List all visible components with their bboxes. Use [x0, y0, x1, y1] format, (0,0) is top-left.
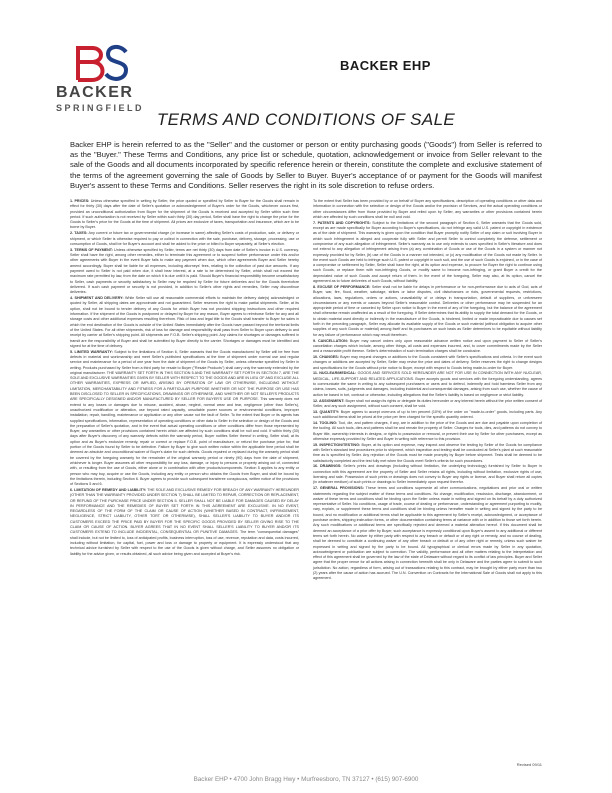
terms-section: 2. TAXES: Any current or future tax or governmental charge (or increase in same) affecting Seller's costs of production, sale, or delivery or shipment, or which Seller is otherwise required to pay or collect in connection with the sale, purchase, delivery, storage, processing, use or consumption of Goods, shall be for Buyer's account and shall be added to the price or billed to Buyer separately, at Seller's election.	[70, 231, 299, 246]
terms-left-column	[70, 199, 299, 557]
section-heading: 7. PATENTS AND COPYRIGHTS:	[313, 220, 371, 225]
section-heading: 1. PRICES:	[70, 199, 90, 203]
terms-section: 7. PATENTS AND COPYRIGHTS: Subject to the limitations of the second paragraph of Section 6, Seller warrants that the Goods sold, except as are made specifically for Buyer according to Buyer's specifications, do not infringe any valid U.S. patent or copyright in existence as of the date of shipment. This warranty is given upon the condition that Buyer promptly notify Seller of any claim or suit involving Buyer in which such infringement is alleged and cooperate fully with Seller and permit Seller to control completely the defense, settlement or compromise of any such allegation of infringement. Seller's warranty as to use only extends to uses specified in Seller's literature and does not extend to any allegation of infringement arising from (a) any combination of Goods or use of the Goods in a system or manner not expressly provided for by Seller, (b) use of the Goods in a manner not intended, or (c) any modification of the Goods not made by Seller. In the event such Goods are held to infringe such U.S. patent or copyright in such suit, and the use of such Goods is enjoined, or in the case of a compromise or settlement by Seller, Seller shall have the right, at its option and expense, to procure for Buyer the right to continue using such Goods, or replace them with non-infringing Goods, or modify same to become non-infringing, or grant Buyer a credit for the depreciated value of such Goods and accept return of them. In the event of the foregoing, Seller may also, at its option, cancel the agreement as to future deliveries of such Goods, without liability.	[313, 220, 542, 284]
terms-right-column	[313, 199, 542, 582]
section-heading: 5. LIMITED WARRANTY:	[70, 349, 113, 354]
terms-section: 15. INSPECTION/TESTING: Buyer, at its option and expense, may inspect and observe the testing by Seller of the Goods for compliance with Seller's standard test procedures prior to shipment, which inspection and testing shall be conducted at Seller's plant at such reasonable time as is specified by Seller. Any rejection of the Goods must be made promptly by Buyer before shipment. Tests shall be deemed to be satisfactorily completed and the test fully met when the Goods meet Seller's criteria for such procedures.	[313, 442, 542, 463]
terms-section: 3. TERMS OF PAYMENT: Unless otherwise specified by Seller, terms are net thirty (30) days from date of Seller's invoice in U.S. currency. Seller shall have the right, among other remedies, either to terminate this agreement or to suspend further performance under this and/or other agreements with Buyer in the event Buyer fails to make any payment when due, which other agreements Buyer and Seller hereby amend accordingly. Buyer shall be liable for all expenses, including attorneys' fees, relating to the collection of past due amounts. If any payment owed to Seller is not paid when due, it shall bear interest, at a rate to be determined by Seller, which shall not exceed the maximum rate permitted by law, from the date on which it is due until it is paid. Should Buyer's financial responsibility become unsatisfactory to Seller, cash payments or security satisfactory to Seller may be required by Seller for future deliveries and for the Goods theretofore delivered. If such cash payment or security is not provided, in addition to Seller's other rights and remedies, Seller may discontinue deliveries.	[70, 247, 299, 295]
company-name: BACKER EHP	[340, 58, 431, 73]
section-heading: 6. LIMITATION OF REMEDY AND LIABILITY:	[70, 488, 147, 492]
terms-section: 13. QUANTITY: Buyer agrees to accept overruns of up to ten percent (10%) of the order on "made-to-order" goods, including parts. Any such additional items shall be priced at the price per item charged for the specific quantity ordered.	[313, 409, 543, 420]
intro-paragraph: Backer EHP is herein referred to as the "Seller" and the customer or person or entity purchasing goods ("Goods") from Seller is referred to as the "Buyer." These Terms and Conditions, any price list or schedule, quotation, acknowledgement or invoice from Seller relevant to the sale of the Goods and all documents incorporated by specific reference herein or therein, constitute the complete and exclusive statement of the terms of the agreement governing the sale of Goods by Seller to Buyer. Buyer's acceptance of or payment for the Goods will manifest Buyer's assent to these Terms and Conditions. Seller reserves the right in its sole discretion to refuse orders.	[70, 140, 542, 190]
logo-text-springfield: SPRINGFIELD	[56, 103, 145, 113]
section-heading: 14. TOOLING:	[313, 420, 338, 425]
terms-section: 11. NUCLEAR/MEDICAL: GOODS AND SERVICES SOLD HEREUNDER ARE NOT FOR USE IN CONNECTION WITH ANY NUCLEAR, MEDICAL, LIFE-SUPPORT AND RELATED APPLICATIONS. Buyer accepts goods and services with the foregoing understanding, agrees to communicate the same in writing to any subsequent purchasers or users and to defend, indemnify and hold harmless Seller from any claims, losses, suits, judgments and damages, including incidental and consequential damages, arising from such use, whether the cause of action be based in tort, contract or otherwise, including allegations that the Seller's liability is based on negligence or strict liability.	[313, 371, 542, 397]
section-heading: 17. GENERAL PROVISIONS:	[313, 486, 364, 491]
section-heading: 12. ASSIGNMENT:	[313, 398, 345, 403]
backer-springfield-logo	[56, 42, 166, 120]
page-footer: Backer EHP • 4700 John Bragg Hwy • Murfreesboro, TN 37127 • (615) 907-6900	[193, 776, 419, 783]
section-heading: 4. SHIPMENT AND DELIVERY:	[70, 296, 124, 301]
terms-section: To the extent that Seller has been provided by or on behalf of Buyer any specifications, description of operating conditions or other data and information in connection with the selection or design of the Goods and/or the provision of Services, and the actual operating conditions or other circumstances differ from those provided by Buyer and relied upon by Seller, any warranties or other provisions contained herein which are affected by such conditions shall be null and void.	[313, 199, 542, 219]
terms-section: 14. TOOLING: Tool, die, and pattern charges, if any, are in addition to the price of the Goods and are due and payable upon completion of the tooling. All such tools, dies and patterns shall be and remain the property of Seller. Charges for tools, dies, and patterns do not convey to Buyer title, ownership interests in designs, or rights to possession or removal, or prevent their use by Seller for other purchasers, except as otherwise expressly provided by Seller and Buyer in writing with reference to this provision.	[313, 420, 543, 441]
section-heading: 13. QUANTITY:	[313, 409, 340, 414]
section-heading: 2. TAXES:	[70, 231, 88, 236]
section-heading: 10. CHANGES:	[313, 354, 339, 359]
section-heading: 11. NUCLEAR/MEDICAL:	[313, 371, 357, 376]
terms-section: 17. GENERAL PROVISIONS: These terms and conditions supersede all other communications, negotiations and prior oral or written statements regarding the subject matter of these terms and conditions. No change, modification, rescission, discharge, abandonment, or waiver of these terms and conditions shall be binding upon the Seller unless made in writing and signed on its behalf by a duly authorized representative of Seller. No conditions, usage of trade, course of dealing or performance, understanding or agreement purporting to modify, vary, explain, or supplement these terms and conditions shall be binding unless hereafter made in writing and signed by the party to be bound, and no modification or additional terms shall be applicable to this agreement by Seller's receipt, acknowledgment, or acceptance of purchase orders, shipping instruction forms, or other documentation containing terms at variance with or in addition to those set forth herein. Any such modifications or additional terms are specifically rejected and deemed a material alteration hereof. If this document shall be deemed an acceptance of a prior offer by Buyer, such acceptance is expressly conditional upon Buyer's assent to any additional or different terms set forth herein. No waiver by either party with respect to any breach or default or of any right or remedy, and no course of dealing, shall be deemed to constitute a continuing waiver of any other breach or default or of any other right or remedy, unless such waiver be expressed in writing and signed by the party to be bound. All typographical or clerical errors made by Seller in any quotation, acknowledgment or publication are subject to correction. The validity, performance and all other matters relating to the interpretation and effect of this agreement shall be governed by the law of the state of Delaware without regard to its conflict of law principles. Buyer and Seller agree that the proper venue for all actions arising in connection herewith shall be only in Delaware and the parties agree to submit to such jurisdiction. No action, regardless of form, arising out of transactions relating to this contract, may be brought by either party more than two (2) years after the cause of action has accrued. The U.N. Convention on Contracts for the International Sale of Goods shall not apply to this agreement.	[313, 486, 543, 581]
logo-text-backer: BACKER	[56, 84, 134, 101]
terms-section: 6. LIMITATION OF REMEDY AND LIABILITY: THE SOLE AND EXCLUSIVE REMEDY FOR BREACH OF ANY WARRANTY HEREUNDER (OTHER THAN THE WARRANTY PROVIDED UNDER SECTION 7) SHALL BE LIMITED TO REPAIR, CORRECTION OR REPLACEMENT, OR REFUND OF THE PURCHASE PRICE UNDER SECTION 5. SELLER SHALL NOT BE LIABLE FOR DAMAGES CAUSED BY DELAY IN PERFORMANCE AND THE REMEDIES OF BUYER SET FORTH IN THIS AGREEMENT ARE EXCLUSIVE. IN NO EVENT, REGARDLESS OF THE FORM OF THE CLAIM OR CAUSE OF ACTION (WHETHER BASED IN CONTRACT, INFRINGEMENT, NEGLIGENCE, STRICT LIABILITY, OTHER TORT OR OTHERWISE), SHALL SELLER'S LIABILITY TO BUYER AND/OR ITS CUSTOMERS EXCEED THE PRICE PAID BY BUYER FOR THE SPECIFIC GOODS PROVIDED BY SELLER GIVING RISE TO THE CLAIM OR CAUSE OF ACTION. BUYER AGREES THAT IN NO EVENT SHALL SELLER'S LIABILITY TO BUYER AND/OR ITS CUSTOMERS EXTEND TO INCLUDE INCIDENTAL, CONSEQUENTIAL OR PUNITIVE DAMAGES. The term "consequential damages" shall include, but not be limited to, loss of anticipated profits, business interruption, loss of use, revenue, reputation and data, costs incurred, including without limitation, for capital, fuel, power and loss or damage to property or equipment. It is expressly understood that any technical advice furnished by Seller with respect to the use of the Goods is given without charge, and Seller assumes no obligation or liability for the advice given, or results obtained, all such advice being given and accepted at Buyer's risk.	[70, 488, 299, 556]
revision-note: Revised 09/11	[516, 762, 542, 767]
section-heading: 9. CANCELLATION:	[313, 338, 349, 343]
document-title: TERMS AND CONDITIONS OF SALE	[156, 110, 456, 129]
terms-section: 16. DRAWINGS: Seller's prints and drawings (including without limitation, the underlying technology) furnished by Seller to Buyer in connection with this agreement are the property of Seller and Seller retains all rights, including without limitation, exclusive rights of use, licensing and sale. Possession of such prints or drawings does not convey to Buyer any rights or license, and Buyer shall return all copies (in whatever medium) of such prints or drawings to Seller immediately upon request therefor.	[313, 464, 542, 485]
logo-mark-icon	[74, 42, 130, 82]
section-heading: 15. INSPECTION/TESTING:	[313, 442, 361, 447]
section-heading: 3. TERMS OF PAYMENT:	[70, 247, 113, 252]
terms-section: 4. SHIPMENT AND DELIVERY: While Seller will use all reasonable commercial efforts to maintain the delivery date(s) acknowledged or quoted by Seller, all shipping dates are approximate and not guaranteed. Seller reserves the right to make partial shipments. Seller, at its option, shall not be bound to tender delivery of any Goods for which Buyer has not provided shipping instructions and other required information. If the shipment of the Goods is postponed or delayed by Buyer for any reason, Buyer agrees to reimburse Seller for any and all storage costs and other additional expenses resulting therefrom. Risk of loss and legal title to the Goods shall transfer to Buyer for sales in which the end destination of the Goods is outside of the United States immediately after the Goods have passed beyond the territorial limits of the United States. For all other shipments, risk of loss for damage and responsibility shall pass from Seller to Buyer upon delivery to and receipt by carrier at Seller's shipping point. All shipments are F.O.B. Seller's shipping point. Any claims for shortages or damages suffered in transit are the responsibility of Buyer and shall be submitted by Buyer directly to the carrier. Shortages or damages must be identified and signed for at the time of delivery.	[70, 296, 299, 348]
terms-section: 10. CHANGES: Buyer may request changes or additions to the Goods consistent with Seller's specifications and criteria. In the event such changes or additions are accepted by Seller, Seller may revise the price and dates of delivery. Seller reserves the right to change designs and specifications for the Goods without prior notice to Buyer, except with respect to Goods being made-to-order for Buyer.	[313, 354, 542, 370]
section-heading: 16. DRAWINGS:	[313, 464, 342, 469]
terms-section: 1. PRICES: Unless otherwise specified in writing by Seller, the price quoted or specified by Seller to Buyer for the Goods shall remain in effect for thirty (30) days after the date of Seller's quotation or acknowledgement of Buyer's order for the Goods, whichever occurs first, provided an unconditional authorization from Buyer for the shipment of the Goods is received and accepted by Seller within such time period. If such authorization is not received by Seller within such thirty (30) day period, Seller shall have the right to change the price for the Goods to Seller's price for the Goods at the time of shipment. All prices are exclusive of taxes, transportation and insurance, which are to be borne by Buyer.	[70, 199, 300, 230]
terms-section: 5. LIMITED WARRANTY: Subject to the limitations of Section 6, Seller warrants that the Goods manufactured by Seller will be free from defects in material and workmanship and meet Seller's published specifications at the time of shipment under normal use and regular service and maintenance for a period of one year from the date of shipment of the Goods by Seller, unless otherwise specified by Seller in writing. Products purchased by Seller from a third party for resale to Buyer ("Resale Products") shall carry only the warranty extended by the original manufacturer. THE WARRANTY SET FORTH IN THIS SECTION 5 AND THE WARRANTY SET FORTH IN SECTION 7, ARE THE SOLE AND EXCLUSIVE WARRANTIES GIVEN BY SELLER WITH RESPECT TO THE GOODS AND ARE IN LIEU OF AND EXCLUDE ALL OTHER WARRANTIES, EXPRESS OR IMPLIED, ARISING BY OPERATION OF LAW OR OTHERWISE, INCLUDING WITHOUT LIMITATION, MERCHANTABILITY AND FITNESS FOR A PARTICULAR PURPOSE WHETHER OR NOT THE PURPOSE OR USE HAS BEEN DISCLOSED TO SELLER IN SPECIFICATIONS, DRAWINGS OR OTHERWISE, AND WHETHER OR NOT SELLER'S PRODUCTS ARE SPECIFICALLY DESIGNED AND/OR MANUFACTURED BY SELLER FOR BUYER'S USE OR PURPOSE. This warranty does not extend to any losses or damages due to misuse, accident, abuse, neglect, normal wear and tear, negligence (other than Seller's), unauthorized modification or alteration, use beyond rated capacity, unsuitable power sources or environmental conditions, improper installation, repair, handling, maintenance or application or any other cause not the fault of Seller. To the extent that Buyer or its agents has supplied specifications, information, representation of operating conditions or other data to Seller in the selection or design of the Goods and the preparation of Seller's quotation, and in the event that actual operating conditions or other conditions differ from those represented by Buyer, any warranties or other provisions contained herein which are affected by such conditions shall be null and void. If within thirty (30) days after Buyer's discovery of any warranty defects within the warranty period, Buyer notifies Seller thereof in writing, Seller shall, at its option and as Buyer's exclusive remedy, repair or correct or replace F.O.B. point of manufacture, or refund the purchase price for, that portion of the Goods found by Seller to be defective. Failure by Buyer to give such written notice within the applicable time period shall be deemed an absolute and unconditional waiver of Buyer's claim for such defects. Goods repaired or replaced during the warranty period shall be covered by the foregoing warranty for the remainder of the original warranty period or ninety (90) days from the date of shipment, whichever is longer. Buyer assumes all other responsibility for any loss, damage, or injury to persons or property arising out of, connected with, or resulting from the use of Goods, either alone or in combination with other products/components. Section 5 applies to any entity or person who may buy, acquire or use the Goods, including any entity or person who obtains the Goods from Buyer, and shall be bound by the limitations therein, including Section 6. Buyer agrees to provide such subsequent transferee conspicuous, written notice of the provisions of Sections 5 and 6.	[70, 349, 299, 487]
terms-section: 12. ASSIGNMENT: Buyer shall not assign its rights or delegate its duties hereunder or any interest herein without the prior written consent of Seller, and any such assignment, without such consent, shall be void.	[313, 398, 543, 408]
section-heading: 8. EXCUSE OF PERFORMANCE:	[313, 284, 371, 289]
terms-section: 9. CANCELLATION: Buyer may cancel orders only upon reasonable advance written notice and upon payment to Seller of Seller's cancellation charges which include, among other things, all costs and expenses incurred, and, to cover commitments made by the Seller and a reasonable profit thereon. Seller's determination of such termination charges shall be conclusive.	[313, 338, 542, 354]
terms-section: 8. EXCUSE OF PERFORMANCE: Seller shall not be liable for delays in performance or for non-performance due to acts of God, acts of Buyer, war, fire, flood, weather, sabotage, strikes or labor disputes, civil disturbances or riots, governmental requests, restrictions, allocations, laws, regulations, orders or actions, unavailability of or delays in transportation, default of suppliers, or unforeseen circumstances or any events or causes beyond Seller's reasonable control. Deliveries or other performance may be suspended for an appropriate period of time or canceled by Seller upon notice to Buyer in the event of any of the foregoing, but the balance of the agreement shall otherwise remain unaffected as a result of the foregoing. If Seller determines that its ability to supply the total demand for the Goods, or to obtain material used directly or indirectly in the manufacture of the Goods, is hindered, limited or made impracticable due to causes set forth in the preceding paragraph, Seller may allocate its available supply of the Goods or such material (without obligation to acquire other supplies of any such Goods or material) among itself and its purchasers on such basis as Seller determines to be equitable without liability for any failure of performance which may result therefrom.	[313, 284, 542, 337]
